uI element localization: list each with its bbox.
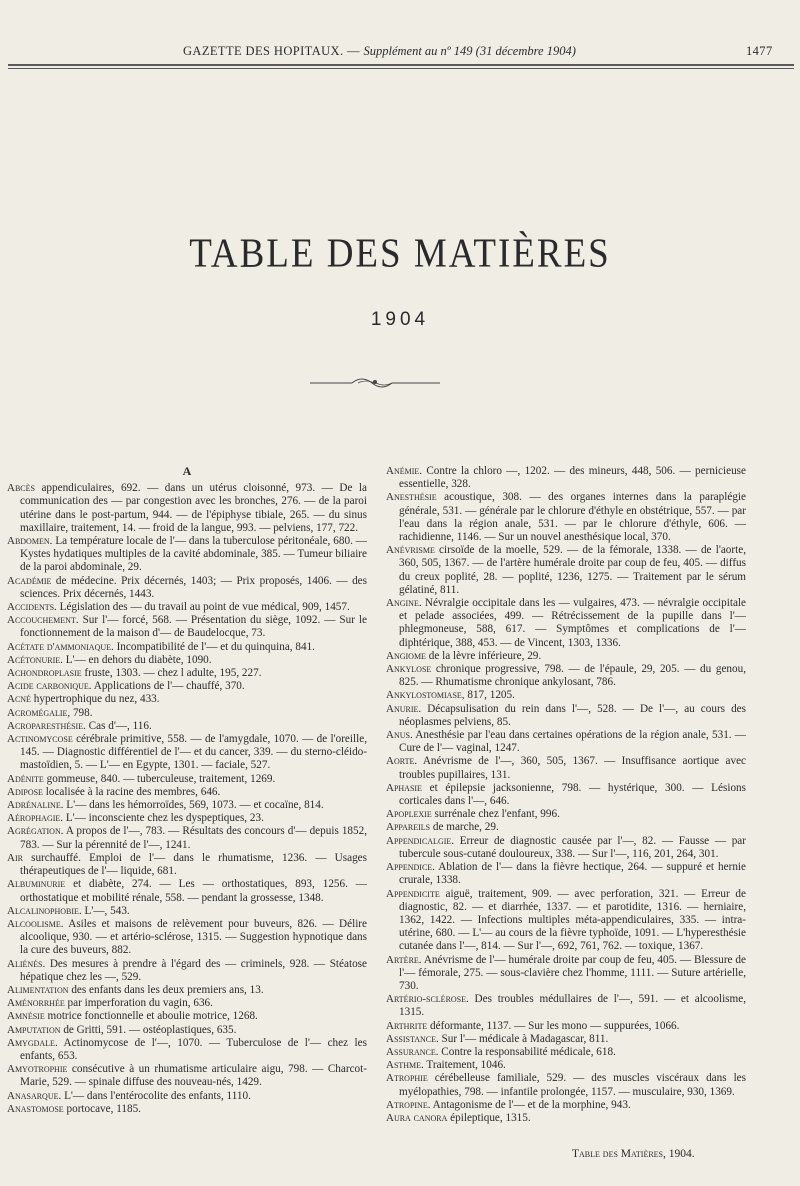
entry-text: cérébrale primitive, 558. — de l'amygdale, 1070. — de l'oreille, 145. — Diagnostic différentiel de l'— et du cancer, 339. — du sterno-cléido-mastoïdien, 5. — L'— en Egypte, 1301. — faciale, 527. (20, 733, 367, 772)
entry-keyword: Alcalinophobie. (7, 904, 82, 917)
page-title: TABLE DES MATIÈRES (189, 230, 611, 277)
entry-keyword: Acromégalie, (7, 706, 71, 719)
journal-name: GAZETTE DES HOPITAUX. — (183, 44, 364, 58)
entry-text: motrice fonctionnelle et aboulie motrice, 1268. (44, 1010, 258, 1023)
index-entry (7, 680, 367, 693)
entry-keyword: Appendicalgie. (386, 834, 455, 847)
page-number: 1477 (746, 44, 773, 58)
index-entry (386, 491, 746, 544)
entry-text: Ablation de l'— dans la fièvre hectique, 264. — suppuré et hernie crurale, 1338. (399, 861, 746, 887)
entry-keyword: Accidents. (7, 601, 57, 614)
entry-text: Incompatibilité de l'— et du quinquina, 841. (113, 640, 315, 653)
index-entry (7, 852, 367, 878)
entry-keyword: Aliénés. (7, 957, 46, 970)
index-entry (7, 1063, 367, 1089)
entry-text: Cas d'—, 116. (85, 719, 152, 732)
ornament-icon (310, 373, 440, 391)
index-entry (7, 614, 367, 640)
entry-keyword: Abcès (7, 482, 35, 495)
entry-keyword: Angiome (386, 649, 426, 662)
index-entry (7, 601, 367, 614)
entry-text: L'— inconsciente chez les dyspeptiques, 23. (63, 812, 264, 825)
index-entry (7, 825, 367, 851)
entry-text: des enfants dans les deux premiers ans, 13. (68, 983, 264, 996)
entry-keyword: Albuminurie (7, 878, 66, 891)
entry-keyword: Anémie. (386, 465, 423, 477)
index-entry (386, 729, 746, 755)
entry-text: gommeuse, 840. — tuberculeuse, traitement, 1269. (43, 772, 276, 785)
entry-keyword: Atrophie (386, 1072, 428, 1085)
entry-text: L'— dans les hémorroïdes, 569, 1073. — et cocaïne, 814. (63, 799, 324, 812)
index-entry (7, 707, 367, 720)
entry-keyword: Air (7, 851, 23, 864)
entry-text: Contre la responsabilité médicale, 618. (438, 1045, 616, 1058)
index-entry (386, 1059, 746, 1072)
entry-keyword: Anasarque. (7, 1089, 62, 1102)
entry-text: Législation des — du travail au point de vue médical, 909, 1457. (56, 601, 350, 614)
entry-text: surrénale chez l'enfant, 996. (431, 808, 560, 821)
entry-text: de médecine. Prix décernés, 1403; — Prix proposés, 1406. — des sciences. Prix décernés, 1443. (20, 574, 367, 600)
entry-keyword: Anurie. (386, 702, 422, 715)
entry-text: Des troubles médullaires de l'—, 591. — et alcoolisme, 1315. (399, 993, 746, 1019)
index-entry (386, 993, 746, 1019)
index-entry (7, 812, 367, 825)
entry-keyword: Arthrite (386, 1019, 428, 1032)
footer-note: Table des Matières, 1904. (572, 1148, 695, 1160)
entry-keyword: Anastomose (7, 1102, 64, 1115)
entry-text: cérébelleuse familiale, 529. — des muscles viscéraux dans les myélopathies, 798. — infantile prolongée, 1157. — musculaire, 930, 1369. (399, 1072, 746, 1098)
index-entry (386, 821, 746, 834)
entry-text: Actinomycose de l'—, 1070. — Tuberculose de l'— chez les enfants, 653. (20, 1036, 367, 1062)
entry-keyword: Adénite (7, 772, 44, 785)
entry-keyword: Alcoolisme. (7, 917, 64, 930)
entry-keyword: Asthme. (386, 1059, 424, 1072)
index-entry (386, 954, 746, 994)
entry-text: de marche, 29. (430, 821, 499, 834)
index-entry (7, 958, 367, 984)
entry-text: 798. (70, 706, 93, 719)
entry-text: Traitement, 1046. (423, 1059, 506, 1072)
entry-text: aiguë, traitement, 909. — avec perforation, 321. — Erreur de diagnostic, 82. — et diarrhée, 1337. — et parotidite, 1316. — herniaire, 1362, 1422. — Infections multiples méta-appendiculaires, 335. — intra-utérine, 680. — L'— au cours de la fièvre typhoïde, 1091. — L'hyperesthésie cutanée dans l'—, 814. — Sur l'—, 692, 761, 762. — toxique, 1367. (399, 887, 746, 953)
index-entry (386, 888, 746, 954)
entry-keyword: Ankylostomiase, (386, 689, 465, 702)
entry-keyword: Adipose (7, 785, 43, 798)
index-entry (386, 1033, 746, 1046)
entry-text: fruste, 1303. — chez l adulte, 195, 227. (81, 667, 262, 680)
entry-text: hypertrophique du nez, 433. (30, 693, 160, 706)
entry-keyword: Anus. (386, 729, 413, 742)
entry-text: Erreur de diagnostic causée par l'—, 82. — Fausse — par tubercule sous-cutané douloureux, 338. — Sur l'—, 116, 201, 264, 301. (399, 834, 746, 860)
index-entry (386, 650, 746, 663)
index-entry (386, 1020, 746, 1033)
entry-keyword: Atropine. (386, 1098, 431, 1111)
entry-text: et diabète, 274. — Les — orthostatiques, 893, 1256. — orthostatique et mobilité rénale, 558. — pendant la grossesse, 1348. (20, 878, 367, 904)
entry-keyword: Accouchement. (7, 614, 79, 627)
index-entry (386, 1099, 746, 1112)
entry-text: Décapsulisation du rein dans l'—, 528. — De l'—, au cours des néoplasmes pelviens, 85. (399, 702, 746, 728)
index-entry (386, 782, 746, 808)
index-entry (386, 663, 746, 689)
index-entry (386, 703, 746, 729)
entry-text: de la lèvre inférieure, 29. (425, 649, 542, 662)
index-entry (7, 667, 367, 680)
index-entry (7, 482, 367, 535)
entry-keyword: Angine. (386, 597, 422, 610)
entry-keyword: Achondroplasie (7, 667, 82, 680)
entry-keyword: Acétonurie. (7, 653, 63, 666)
index-entry (386, 835, 746, 861)
entry-keyword: Artério-sclérose. (386, 993, 469, 1006)
index-entry (7, 918, 367, 958)
entry-keyword: Amyotrophie (7, 1063, 68, 1076)
entry-keyword: Amnésie (7, 1010, 45, 1023)
index-entry (7, 535, 367, 575)
entry-keyword: Actinomycose (7, 733, 73, 746)
entry-text: acoustique, 308. — des organes internes dans la paraplégie générale, 531. — générale par le chlorure d'éthyle en obstétrique, 557. — par l'eau dans la région anale, 531. — par le chlorure d'éthyle, 606. — rachidienne, 1146. — Sur un nouvel anesthésique local, 370. (399, 491, 746, 544)
entry-keyword: Agrégation. (7, 825, 64, 838)
left-column (7, 465, 367, 1116)
entry-text: L'— dans l'entérocolite des enfants, 1110. (61, 1089, 251, 1102)
index-entry (386, 808, 746, 821)
entry-keyword: Acroparesthésie. (7, 719, 86, 732)
index-entry (7, 878, 367, 904)
entry-text: déformante, 1137. — Sur les mono — suppurées, 1066. (427, 1019, 680, 1032)
entry-text: appendiculaires, 692. — dans un utérus cloisonné, 973. — De la communication des — par congestion avec les bronches, 276. — de la paroi utérine dans le post-partum, 944. — de l'épiphyse tibiale, 265. — du sinus maxillaire, traitement, 14. — froid de la langue, 993. — pelviens, 177, 722. (20, 482, 367, 534)
index-entry (7, 1103, 367, 1116)
entry-keyword: Appendice. (386, 861, 435, 874)
index-entry (7, 905, 367, 918)
entry-text: Asiles et maisons de relèvement pour buveurs, 826. — Délire alcoolique, 930. — et artério-sclérose, 1315. — Suggestion hypnotique dans la cure des buveurs, 882. (20, 917, 367, 957)
index-entry (7, 575, 367, 601)
entry-text: par imperforation du vagin, 636. (64, 997, 213, 1010)
entry-text: Applications de l'— chauffé, 370. (91, 680, 245, 693)
entry-text: cirsoïde de la moelle, 529. — de la fémorale, 1338. — de l'aorte, 360, 505, 1367. — de l'artère humérale droite par coup de feu, 405. — diffus du creux poplité, 28. — poplité, 1236, 1275. — Traitement par le sérum gélatiné, 811. (399, 544, 746, 596)
index-entry (386, 1072, 746, 1098)
entry-text: A propos de l'—, 783. — Résultats des concours d'— depuis 1852, 783. — Sur la pérennité de l'—, 1241. (20, 825, 367, 851)
index-entry (386, 544, 746, 597)
entry-text: Antagonisme de l'— et de la morphine, 943. (430, 1098, 631, 1111)
entry-text: chronique progressive, 798. — de l'épaule, 29, 205. — du genou, 825. — Rhumatisme chronique ankylosant, 786. (399, 663, 746, 689)
entry-keyword: Anesthésie (386, 491, 437, 504)
entry-text: Sur l'— médicale à Madagascar, 811. (438, 1032, 609, 1045)
entry-text: Des mesures à prendre à l'égard des — criminels, 928. — Stéatose hépatique chez les —, 529. (20, 957, 367, 983)
entry-keyword: Acide carbonique. (7, 680, 92, 693)
entry-text: épileptique, 1315. (447, 1111, 531, 1124)
entry-text: de Gritti, 591. — ostéoplastiques, 635. (60, 1023, 237, 1036)
entry-keyword: Amygdale. (7, 1036, 58, 1049)
entry-keyword: Aphasie (386, 781, 422, 794)
section-letter: A (182, 464, 192, 478)
index-entry (7, 799, 367, 812)
entry-keyword: Appendicite (386, 887, 440, 900)
index-entry (7, 733, 367, 773)
entry-text: Contre la chloro —, 1202. — des mineurs, 448, 506. — pernicieuse essentielle, 328. (399, 465, 746, 491)
index-entry (7, 786, 367, 799)
entry-keyword: Assistance. (386, 1032, 439, 1045)
entry-keyword: Adrénaline. (7, 799, 64, 812)
index-entry (386, 1046, 746, 1059)
index-entry (386, 689, 746, 702)
entry-text: et épilepsie jacksonienne, 798. — hystérique, 300. — Lésions corticales dans l'—, 646. (399, 781, 746, 808)
index-entry (7, 720, 367, 733)
header-line (183, 44, 576, 59)
entry-text: 817, 1205. (464, 689, 515, 702)
entry-keyword: Aorte. (386, 755, 418, 768)
entry-keyword: Amputation (7, 1023, 61, 1036)
entry-text: Anévrisme de l'— humérale droite par coup de feu, 405. — Blessure de l'— fémorale, 275. — sous-clavière chez l'homme, 1111. — Suture artérielle, 730. (399, 953, 746, 992)
page-year: 1904 (370, 309, 430, 330)
entry-text: L'— en dehors du diabète, 1090. (62, 653, 212, 666)
entry-text: Sur l'— forcé, 568. — Présentation du siège, 1092. — Sur le fonctionnement de la maison d'— de Baudelocque, 73. (20, 614, 367, 640)
index-entry (386, 755, 746, 781)
entry-keyword: Ankylose (386, 663, 432, 676)
entry-text: Anesthésie par l'eau dans certaines opérations de la région anale, 531. — Cure de l'— vaginal, 1247. (399, 729, 746, 755)
entry-keyword: Abdomen. (7, 535, 53, 548)
entry-keyword: Aménorrhée (7, 997, 65, 1010)
entry-keyword: Anévrisme (386, 544, 435, 557)
index-entry (7, 1010, 367, 1023)
entry-text: surchauffé. Emploi de l'— dans le rhumatisme, 1236. — Usages thérapeutiques de l'— liquide, 681. (20, 851, 367, 878)
index-entry (7, 1037, 367, 1063)
entry-text: L'—, 543. (81, 904, 130, 917)
index-entry (386, 861, 746, 887)
index-entry (7, 773, 367, 786)
entry-keyword: Artère. (386, 953, 422, 966)
entry-text: localisée à la racine des membres, 646. (42, 785, 221, 798)
index-entry (7, 1090, 367, 1103)
header-rule-thick (8, 64, 794, 66)
index-entry (7, 654, 367, 667)
entry-text: Névralgie occipitale dans les — vulgaires, 473. — névralgie occipitale et pelade associées, 499. — Rétrécissement de la pupille dans l'— phlegmoneuse, 588, 617. — Symptômes et complications de l'— diphtérique, 388, 453. — de Vincent, 1303, 1336. (399, 597, 746, 649)
entry-keyword: Aura canora (386, 1111, 448, 1124)
index-entry (386, 597, 746, 650)
index-entry (386, 1112, 746, 1125)
entry-keyword: Appareils (386, 821, 431, 834)
entry-text: consécutive à un rhumatisme articulaire aigu, 798. — Charcot-Marie, 529. — spinale diffuse des nouveau-nés, 1429. (20, 1063, 367, 1089)
entry-keyword: Aérophagie. (7, 812, 64, 825)
entry-keyword: Alimentation (7, 983, 69, 996)
index-entry (7, 693, 367, 706)
entry-keyword: Acné (7, 693, 31, 706)
index-entry (7, 1024, 367, 1037)
entry-keyword: Assurance. (386, 1045, 439, 1058)
entry-text: portocave, 1185. (63, 1102, 141, 1115)
right-column (386, 465, 746, 1125)
entry-keyword: Acétate d'ammoniaque. (7, 640, 114, 653)
index-entry (7, 997, 367, 1010)
entry-text: Anévrisme de l'—, 360, 505, 1367. — Insuffisance aortique avec troubles pupillaires, 131. (399, 755, 746, 781)
header-rule-thin (8, 68, 794, 69)
entry-text: La température locale de l'— dans la tuberculose péritonéale, 680. — Kystes hydatiques multiples de la cavité abdominale, 385. — Tumeur biliaire de la paroi abdominale, 29. (20, 535, 367, 574)
entry-keyword: Académie (7, 574, 52, 587)
supplement-note: Supplément au nº 149 (31 décembre 1904) (363, 44, 576, 58)
index-entry (7, 641, 367, 654)
entry-keyword: Apoplexie (386, 808, 432, 821)
index-entry (386, 465, 746, 491)
index-entry (7, 984, 367, 997)
